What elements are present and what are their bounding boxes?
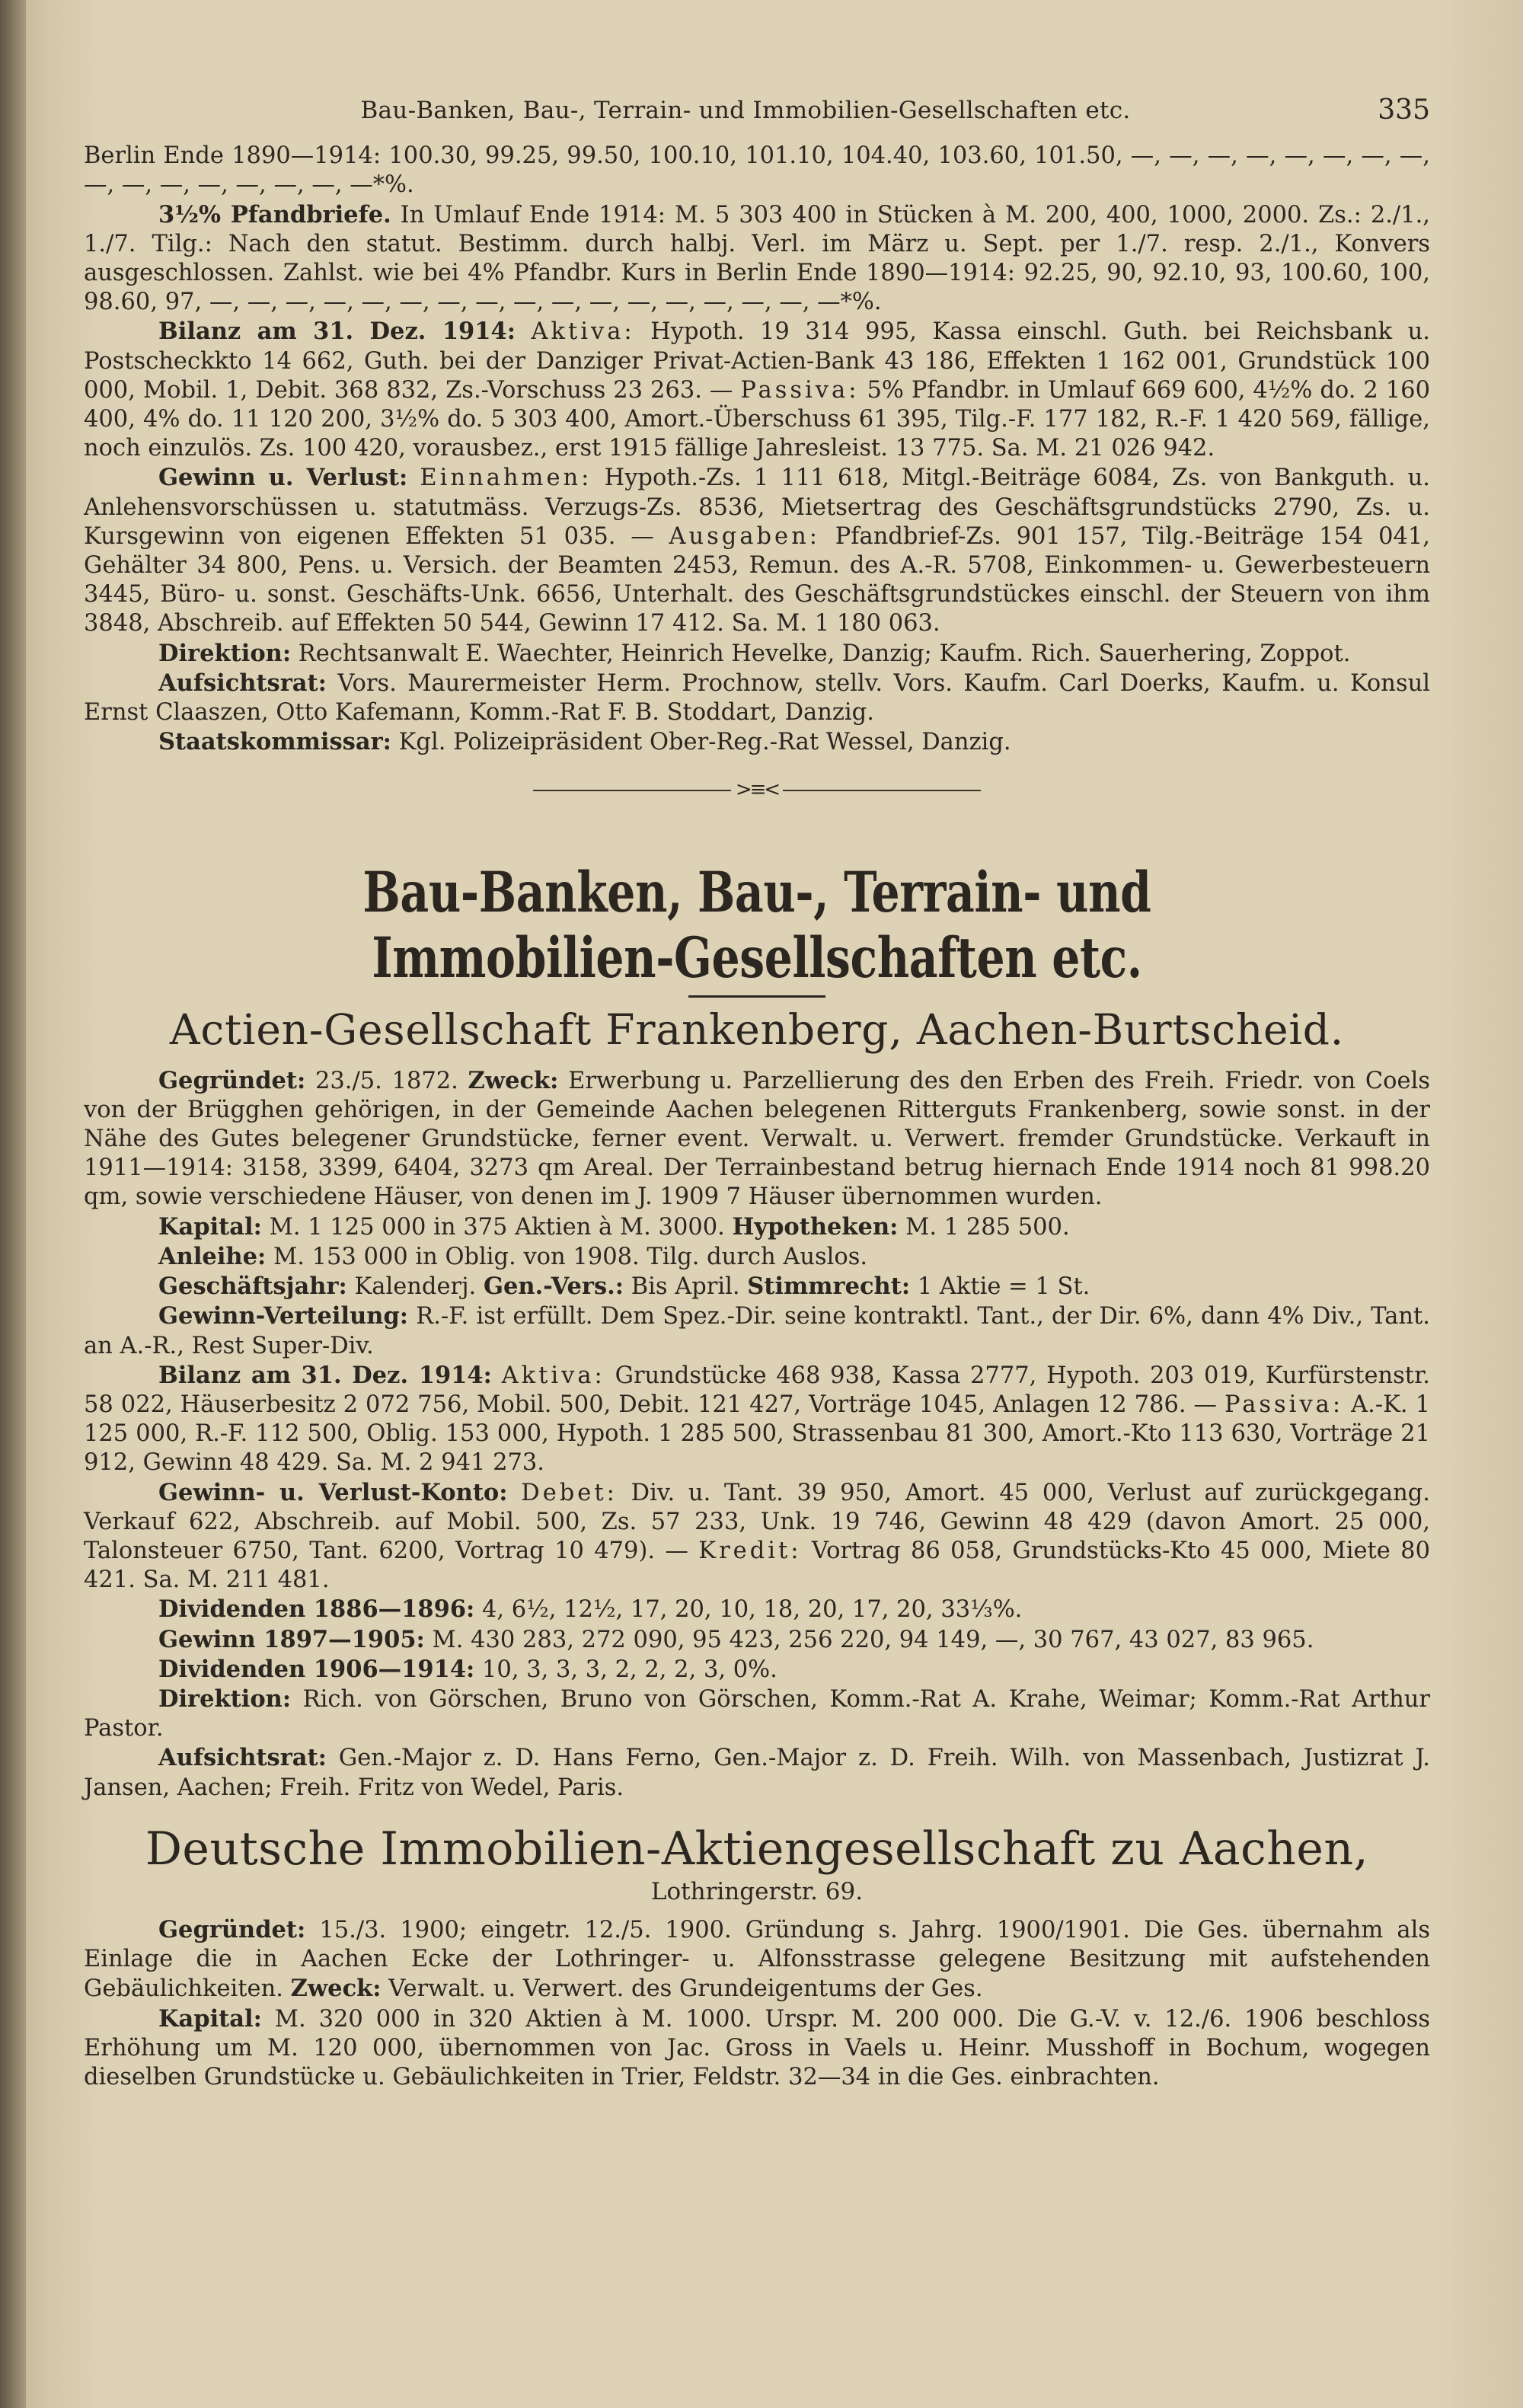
- c1-anleihe-paragraph: [84, 1242, 1430, 1272]
- aufsichtsrat-paragraph: [84, 669, 1430, 727]
- c1-genvers-label: Gen.-Vers.:: [483, 1273, 624, 1301]
- c1-aufsichtsrat-paragraph: [84, 1743, 1430, 1802]
- c1-genvers-text: Bis April.: [624, 1273, 748, 1301]
- c2-kapital-label: Kapital:: [158, 2004, 262, 2033]
- bilanz-paragraph: [84, 317, 1430, 463]
- c1-gv-konto-paragraph: [84, 1478, 1430, 1595]
- c1-zweck-label: Zweck:: [468, 1066, 559, 1094]
- c2-gegruendet-label: Gegründet:: [158, 1915, 306, 1943]
- divider-ornament-icon: >≡<: [735, 778, 779, 802]
- c1-gewinn-label: Gewinn 1897—1905:: [158, 1625, 425, 1653]
- company-2-address: Lothringerstr. 69.: [650, 1877, 864, 1905]
- aufsichtsrat-label: Aufsichtsrat:: [158, 669, 327, 697]
- direktion-label: Direktion:: [158, 639, 292, 667]
- company-2-title: Deutsche Immobilien-Aktiengesellschaft zu Aachen,: [145, 1822, 1369, 1876]
- einnahmen-label: Einnahmen:: [420, 465, 592, 492]
- c1-direktion-paragraph: [84, 1685, 1430, 1743]
- c1-zweck-text: Erwerbung u. Parzellierung des den Erben des Freih. Friedr. von Coels von der Brügghen gehörigen, in der Gemeinde Aachen belegenen Ritterguts Frankenberg, sowie sonst. in der Nähe des Gutes belegener Grundstücke, ferner event. Verwalt. u. Verwert. fremder Grundstücke. Verkauft in 1911—1914: 3158, 3399, 6404, 3273 qm Areal. Der Terrainbestand betrug hiernach Ende 1914 noch 81 998.20 qm, sowie verschiedene Häuser, von denen im J. 1909 7 Häuser übernommen wurden.: [84, 1067, 1430, 1211]
- c1-gv-konto-label: Gewinn- u. Verlust-Konto:: [158, 1478, 508, 1506]
- passiva-label: Passiva:: [740, 376, 860, 404]
- running-head-title: Bau-Banken, Bau-, Terrain- und Immobilien-Gesellschaften etc.: [360, 97, 1131, 124]
- c1-gewinnverteilung-paragraph: [84, 1301, 1430, 1360]
- c1-kapital-label: Kapital:: [158, 1212, 262, 1241]
- c1-bilanz-label: Bilanz am 31. Dez. 1914:: [158, 1361, 492, 1389]
- c1-geschaeftsjahr-text: Kalenderj.: [346, 1273, 484, 1301]
- c1-dividenden-2-paragraph: [84, 1655, 1430, 1685]
- c1-aufsichtsrat-text: Gen.-Major z. D. Hans Ferno, Gen.-Major z. D. Freih. Wilh. von Massenbach, Justizrat J. Jansen, Aachen; Freih. Fritz von Wedel, Paris.: [84, 1745, 1430, 1801]
- c1-kapital-paragraph: [84, 1212, 1430, 1242]
- c1-gv-text-2: Vortrag 86 058, Grundstücks-Kto 45 000, Miete 80 421. Sa. M. 211 481.: [84, 1537, 1430, 1594]
- kurs-text: Berlin Ende 1890—1914: 100.30, 99.25, 99.50, 100.10, 101.10, 104.40, 103.60, 101.50, —, —, —, —, —, —, —, —, —, —, —, —, —, —, —, —*%.: [84, 142, 1430, 199]
- staatskommissar-text: Kgl. Polizeipräsident Ober-Reg.-Rat Wessel, Danzig.: [391, 729, 1011, 756]
- bilanz-text-2: 5% Pfandbr. in Umlauf 669 600, 4½% do. 2 160 400, 4% do. 11 120 200, 3½% do. 5 303 400, Amort.-Überschuss 61 395, Tilg.-F. 177 182, R.-F. 1 420 569, fällige, noch einzulös. Zs. 100 420, vorausbez., erst 1915 fällige Jahresleist. 13 775. Sa. M. 21 026 942.: [84, 376, 1430, 462]
- gewinn-verlust-label: Gewinn u. Verlust:: [158, 464, 408, 492]
- c1-gewinnverteilung-label: Gewinn-Verteilung:: [158, 1302, 409, 1330]
- aktiva-label: Aktiva:: [531, 318, 635, 346]
- company-1-title: Actien-Gesellschaft Frankenberg, Aachen-Burtscheid.: [169, 1004, 1345, 1054]
- c1-debet-label: Debet:: [521, 1479, 618, 1506]
- c1-gegruendet-text: 23./5. 1872.: [305, 1067, 468, 1094]
- c1-gegruendet-label: Gegründet:: [158, 1066, 306, 1094]
- staatskommissar-label: Staatskommissar:: [158, 728, 391, 756]
- direktion-text: Rechtsanwalt E. Waechter, Heinrich Hevelke, Danzig; Kaufm. Rich. Sauerhering, Zoppot.: [291, 640, 1351, 667]
- staatskommissar-paragraph: [84, 727, 1430, 757]
- c2-zweck-text: Verwalt. u. Verwert. des Grundeigentums der Ges.: [381, 1975, 983, 2003]
- c1-hypotheken-text: M. 1 285 500.: [898, 1213, 1070, 1241]
- c2-gegruendet-text: 15./3. 1900; eingetr. 12./5. 1900. Gründung s. Jahrg. 1900/1901. Die Ges. übernahm als Einlage die in Aachen Ecke der Lothringer- u. Alfonsstrasse gelegene Besitzung mit aufstehenden Gebäulichkeiten.: [84, 1916, 1430, 2003]
- c1-anleihe-text: M. 153 000 in Oblig. von 1908. Tilg. durch Auslos.: [266, 1243, 868, 1270]
- gewinn-text-2: Pfandbrief-Zs. 901 157, Tilg.-Beiträge 154 041, Gehälter 34 800, Pens. u. Versich. der Beamten 2453, Remun. des A.-R. 5708, Einkommen- u. Gewerbesteuern 3445, Büro- u. sonst. Geschäfts-Unk. 6656, Unterhalt. des Geschäftsgrundstückes einschl. der Steuern von ihm 3848, Abschreib. auf Effekten 50 544, Gewinn 17 412. Sa. M. 1 180 063.: [84, 522, 1430, 637]
- c2-gegruendet-paragraph: [84, 1915, 1430, 2004]
- divider-line-right: [783, 790, 981, 791]
- c1-gewinnverteilung-text: R.-F. ist erfüllt. Dem Spez.-Dir. seine kontraktl. Tant., der Dir. 6%, dann 4% Div., Tant. an A.-R., Rest Super-Div.: [84, 1303, 1430, 1359]
- c1-gewinn-paragraph: [84, 1625, 1430, 1655]
- c1-passiva-label: Passiva:: [1224, 1391, 1344, 1418]
- gewinn-text-1: Hypoth.-Zs. 1 111 618, Mitgl.-Beiträge 6084, Zs. von Bankguth. u. Anlehensvorschüssen u. statutmäss. Verzugs-Zs. 8536, Mietsertrag des Geschäftsgrundstücks 2790, Zs. u. Kursgewinn von eigenen Effekten 51 035. —: [84, 465, 1430, 550]
- title-rule: [688, 995, 825, 998]
- kurs-paragraph: [84, 142, 1430, 200]
- c1-aktiva-label: Aktiva:: [501, 1362, 605, 1389]
- bilanz-label: Bilanz am 31. Dez. 1914:: [158, 318, 516, 346]
- c1-kapital-text: M. 1 125 000 in 375 Aktien à M. 3000.: [261, 1213, 733, 1241]
- c1-anleihe-label: Anleihe:: [158, 1242, 267, 1270]
- aufsichtsrat-text: Vors. Maurermeister Herm. Prochnow, stellv. Vors. Kaufm. Carl Doerks, Kaufm. u. Konsul Ernst Claaszen, Otto Kafemann, Komm.-Rat F. B. Stoddart, Danzig.: [84, 669, 1430, 727]
- c1-hypotheken-label: Hypotheken:: [732, 1212, 899, 1241]
- c1-gegruendet-paragraph: [84, 1066, 1430, 1212]
- page-binding-edge: [0, 0, 26, 2408]
- page-number: 335: [1378, 94, 1430, 126]
- pfandbriefe-label: 3½% Pfandbriefe.: [158, 200, 391, 228]
- pfandbriefe-paragraph: [84, 200, 1430, 318]
- direktion-paragraph: [84, 639, 1430, 669]
- section-title: Bau-Banken, Bau-, Terrain- und Immobilien-Gesellschaften etc.: [362, 859, 1151, 991]
- bilanz-text-1: Hypoth. 19 314 995, Kassa einschl. Guth. bei Reichsbank u. Postscheckkto 14 662, Guth. bei der Danziger Privat-Actien-Bank 43 186, Effekten 1 162 001, Grundstück 100 000, Mobil. 1, Debit. 368 832, Zs.-Vorschuss 23 263. —: [84, 318, 1430, 404]
- c1-dividenden-1-paragraph: [84, 1595, 1430, 1624]
- c1-gewinn-text: M. 430 283, 272 090, 95 423, 256 220, 94 149, —, 30 767, 43 027, 83 965.: [424, 1626, 1314, 1653]
- c1-dividenden-2-text: 10, 3, 3, 3, 2, 2, 2, 3, 0%.: [474, 1656, 777, 1683]
- running-head: [84, 96, 1430, 125]
- ausgaben-label: Ausgaben:: [669, 522, 820, 550]
- section-divider: [84, 775, 1430, 804]
- c1-stimmrecht-text: 1 Aktie = 1 St.: [910, 1273, 1090, 1301]
- c1-dividenden-2-label: Dividenden 1906—1914:: [158, 1655, 475, 1683]
- c1-bilanz-text-2: A.-K. 1 125 000, R.-F. 112 500, Oblig. 153 000, Hypoth. 1 285 500, Strassenbau 81 300, Amort.-Kto 113 630, Vorträge 21 912, Gewinn 48 429. Sa. M. 2 941 273.: [84, 1391, 1431, 1477]
- c1-kredit-label: Kredit:: [698, 1537, 802, 1564]
- c1-bilanz-paragraph: [84, 1361, 1430, 1478]
- c1-geschaeftsjahr-paragraph: [84, 1272, 1430, 1301]
- c1-geschaeftsjahr-label: Geschäftsjahr:: [158, 1273, 347, 1301]
- c1-bilanz-text-1: Grundstücke 468 938, Kassa 2777, Hypoth. 203 019, Kurfürstenstr. 58 022, Häuserbesitz 2 072 756, Mobil. 500, Debit. 121 427, Vorträge 1045, Anlagen 12 786. —: [84, 1362, 1430, 1418]
- c1-dividenden-1-label: Dividenden 1886—1896:: [158, 1595, 475, 1624]
- c1-dividenden-1-text: 4, 6½, 12½, 17, 20, 10, 18, 20, 17, 20, 33⅓%.: [474, 1596, 1023, 1624]
- c1-aufsichtsrat-label: Aufsichtsrat:: [158, 1744, 327, 1772]
- c1-direktion-text: Rich. von Görschen, Bruno von Görschen, Komm.-Rat A. Krahe, Weimar; Komm.-Rat Arthur Pastor.: [84, 1685, 1430, 1742]
- c2-zweck-label: Zweck:: [290, 1975, 382, 2003]
- c1-gv-text-1: Div. u. Tant. 39 950, Amort. 45 000, Verlust auf zurückgegang. Verkauf 622, Abschreib. auf Mobil. 500, Zs. 57 233, Unk. 19 746, Gewinn 48 429 (davon Amort. 25 000, Talonsteuer 6750, Tant. 6200, Vortrag 10 479). —: [84, 1479, 1430, 1564]
- c1-stimmrecht-label: Stimmrecht:: [747, 1273, 911, 1301]
- c2-kapital-paragraph: [84, 2004, 1430, 2093]
- gewinn-verlust-paragraph: [84, 463, 1430, 638]
- c1-direktion-label: Direktion:: [158, 1685, 292, 1713]
- divider-line-left: [533, 790, 731, 791]
- pfandbriefe-text: In Umlauf Ende 1914: M. 5 303 400 in Stücken à M. 200, 400, 1000, 2000. Zs.: 2./1., 1./7. Tilg.: Nach den statut. Bestimm. durch halbj. Verl. im März u. Sept. per 1./7. resp. 2./1., Konvers ausgeschlossen. Zahlst. wie bei 4% Pfandbr. Kurs in Berlin Ende 1890—1914: 92.25, 90, 92.10, 93, 100.60, 100, 98.60, 97, —, —, —, —, —, —, —, —, —, —, —, —, —, —, —, —, —*%.: [84, 201, 1430, 316]
- c2-kapital-text: M. 320 000 in 320 Aktien à M. 1000. Urspr. M. 200 000. Die G.-V. v. 12./6. 1906 beschloss Erhöhung um M. 120 000, übernommen von Jac. Gross in Vaels u. Heinr. Musshoff in Bochum, wogegen dieselben Grundstücke u. Gebäulichkeiten in Trier, Feldstr. 32—34 in die Ges. einbrachten.: [84, 2005, 1430, 2090]
- page-content: [84, 90, 1430, 2092]
